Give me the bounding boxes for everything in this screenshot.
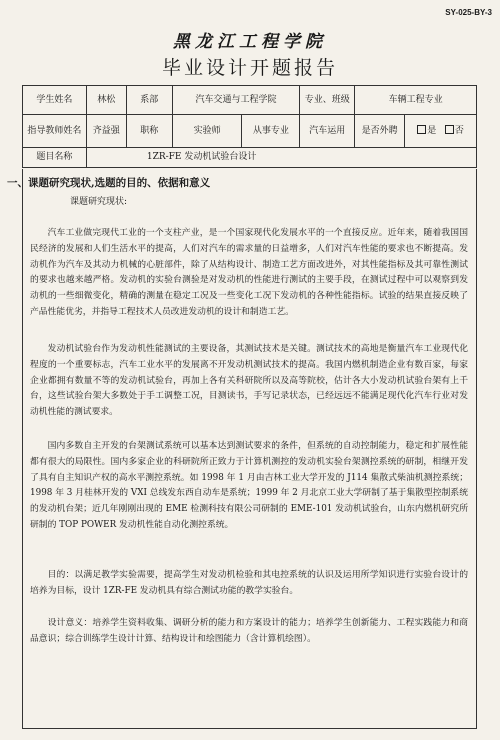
section-heading: 一、课题研究现状,选题的目的、依据和意义 bbox=[7, 177, 211, 189]
school-name: 黑龙江工程学院 bbox=[173, 32, 327, 52]
report-title: 毕业设计开题报告 bbox=[161, 57, 338, 79]
paragraph-purpose bbox=[30, 568, 468, 600]
value-department: 汽车交通与工程学院 bbox=[172, 86, 300, 115]
label-title: 职称 bbox=[126, 115, 172, 148]
value-topic: 1ZR-FE 发动机试验台设计 bbox=[86, 148, 476, 168]
paragraph-text: 汽车工业做完现代工业的一个支柱产业，是一个国家现代化发展水平的一个直接反应。近年来，随着我国国民经济的发展和人们生活水平的提高，人们对汽车的需求量的日益增多，人们对汽车性能的要求也不断提高。发动机作为汽车及其动力机械的心脏部件，除了从结构设计、制造工艺方面改进外，对其性能指标及其可靠性测试的要求也越来越严格。发动机的实验台测验是对发动机的性能进行测试的主要手段，在测试过程中可以观察到发动机的一些细微变化，精确的测量在稳定工况及一些变化工况下发动机的各种性能指标。试验的结果直接反映了产品性能优劣，并指导工程技术人员改进发动机的设计和制造工艺。 bbox=[30, 228, 468, 317]
paragraph-equipment bbox=[30, 342, 468, 421]
value-title: 实验师 bbox=[172, 115, 242, 148]
value-field: 汽车运用 bbox=[300, 115, 355, 148]
paragraph-text: 设计意义：培养学生资料收集、调研分析的能力和方案设计的能力；培养学生创新能力、工程实践能力和商品意识；综合训练学生设计计算、结构设计和绘图能力（含计算机绘图）。 bbox=[30, 618, 468, 644]
table-row bbox=[23, 115, 477, 148]
no-checkbox[interactable] bbox=[445, 125, 454, 134]
paragraph-text: 目的：以满足教学实验需要，提高学生对发动机检验和其电控系统的认识及运用所学知识进行实验台设计的培养为目标，设计 1ZR-FE 发动机具有综合测试功能的教学实验台。 bbox=[30, 570, 468, 596]
label-major-class bbox=[300, 86, 355, 115]
value-advisor-name: 齐益强 bbox=[86, 115, 126, 148]
paragraph-domestic bbox=[30, 439, 468, 534]
paragraph-status bbox=[30, 226, 468, 321]
value-student-name: 林松 bbox=[86, 86, 126, 115]
paragraph-text: 国内多数自主开发的台架测试系统可以基本达到测试要求的条件，但系统的自动控制能力，稳定和扩展性能都有很大的局限性。国内多家企业的科研院所正致力于计算机测控的发动机实验台架测控系统的研制，相继开发了具有自主知识产权的高水平测控系统。如 1998 年 1 月由吉林工业大学开发的 J114 集散式柴油机测控系统；1998 年 3 月桂林开发的 VXI 总线发东西自动车是系统；1999 年 2 月北京工业大学研制了基于集散型控制系统的发动机台架；近几年刚刚出现的 EME 检测科技有限公司研制的 EME-101 发动机试验台，山东内燃机研究所研制的 TOP POWER 发动机性能自动化测控系统。 bbox=[30, 441, 468, 530]
info-table bbox=[22, 85, 477, 168]
yes-label: 是 bbox=[427, 126, 437, 136]
document-code: SY-025-BY-3 bbox=[445, 8, 492, 17]
table-row bbox=[23, 86, 477, 115]
subsection-heading: 课题研究现状: bbox=[70, 197, 128, 207]
no-label: 否 bbox=[454, 126, 464, 136]
label-advisor-name: 指导教师姓名 bbox=[23, 115, 87, 148]
table-row bbox=[23, 148, 477, 168]
label-major-class-text: 专业、班级 bbox=[304, 94, 350, 105]
paragraph-text: 发动机试验台作为发动机性能测试的主要设备，其测试技术是关键。测试技术的高地是衡量汽车工业现代化程度的一个重要标志，汽车工业水平的发展离不开发动机测试技术的提高。我国内燃机制造企业有数百家，每家企业都拥有数量不等的发动机试验台，再加上各有关科研院所以及高等院校，估计各大小发动机试验台架有上千台，这些试验台架大多数处于手工调整工况，目测读书，手写记录状态，已经远远不能满足现代化汽车行业对发动机性能的测试要求。 bbox=[30, 344, 468, 418]
yes-checkbox[interactable] bbox=[417, 125, 426, 134]
label-topic: 题目名称 bbox=[23, 148, 87, 168]
external-choice bbox=[405, 115, 477, 148]
label-field: 从事专业 bbox=[242, 115, 300, 148]
paragraph-significance bbox=[30, 616, 468, 648]
value-major: 车辆工程专业 bbox=[355, 86, 477, 115]
label-department: 系部 bbox=[126, 86, 172, 115]
label-student-name: 学生姓名 bbox=[23, 86, 87, 115]
label-external: 是否外聘 bbox=[355, 115, 405, 148]
